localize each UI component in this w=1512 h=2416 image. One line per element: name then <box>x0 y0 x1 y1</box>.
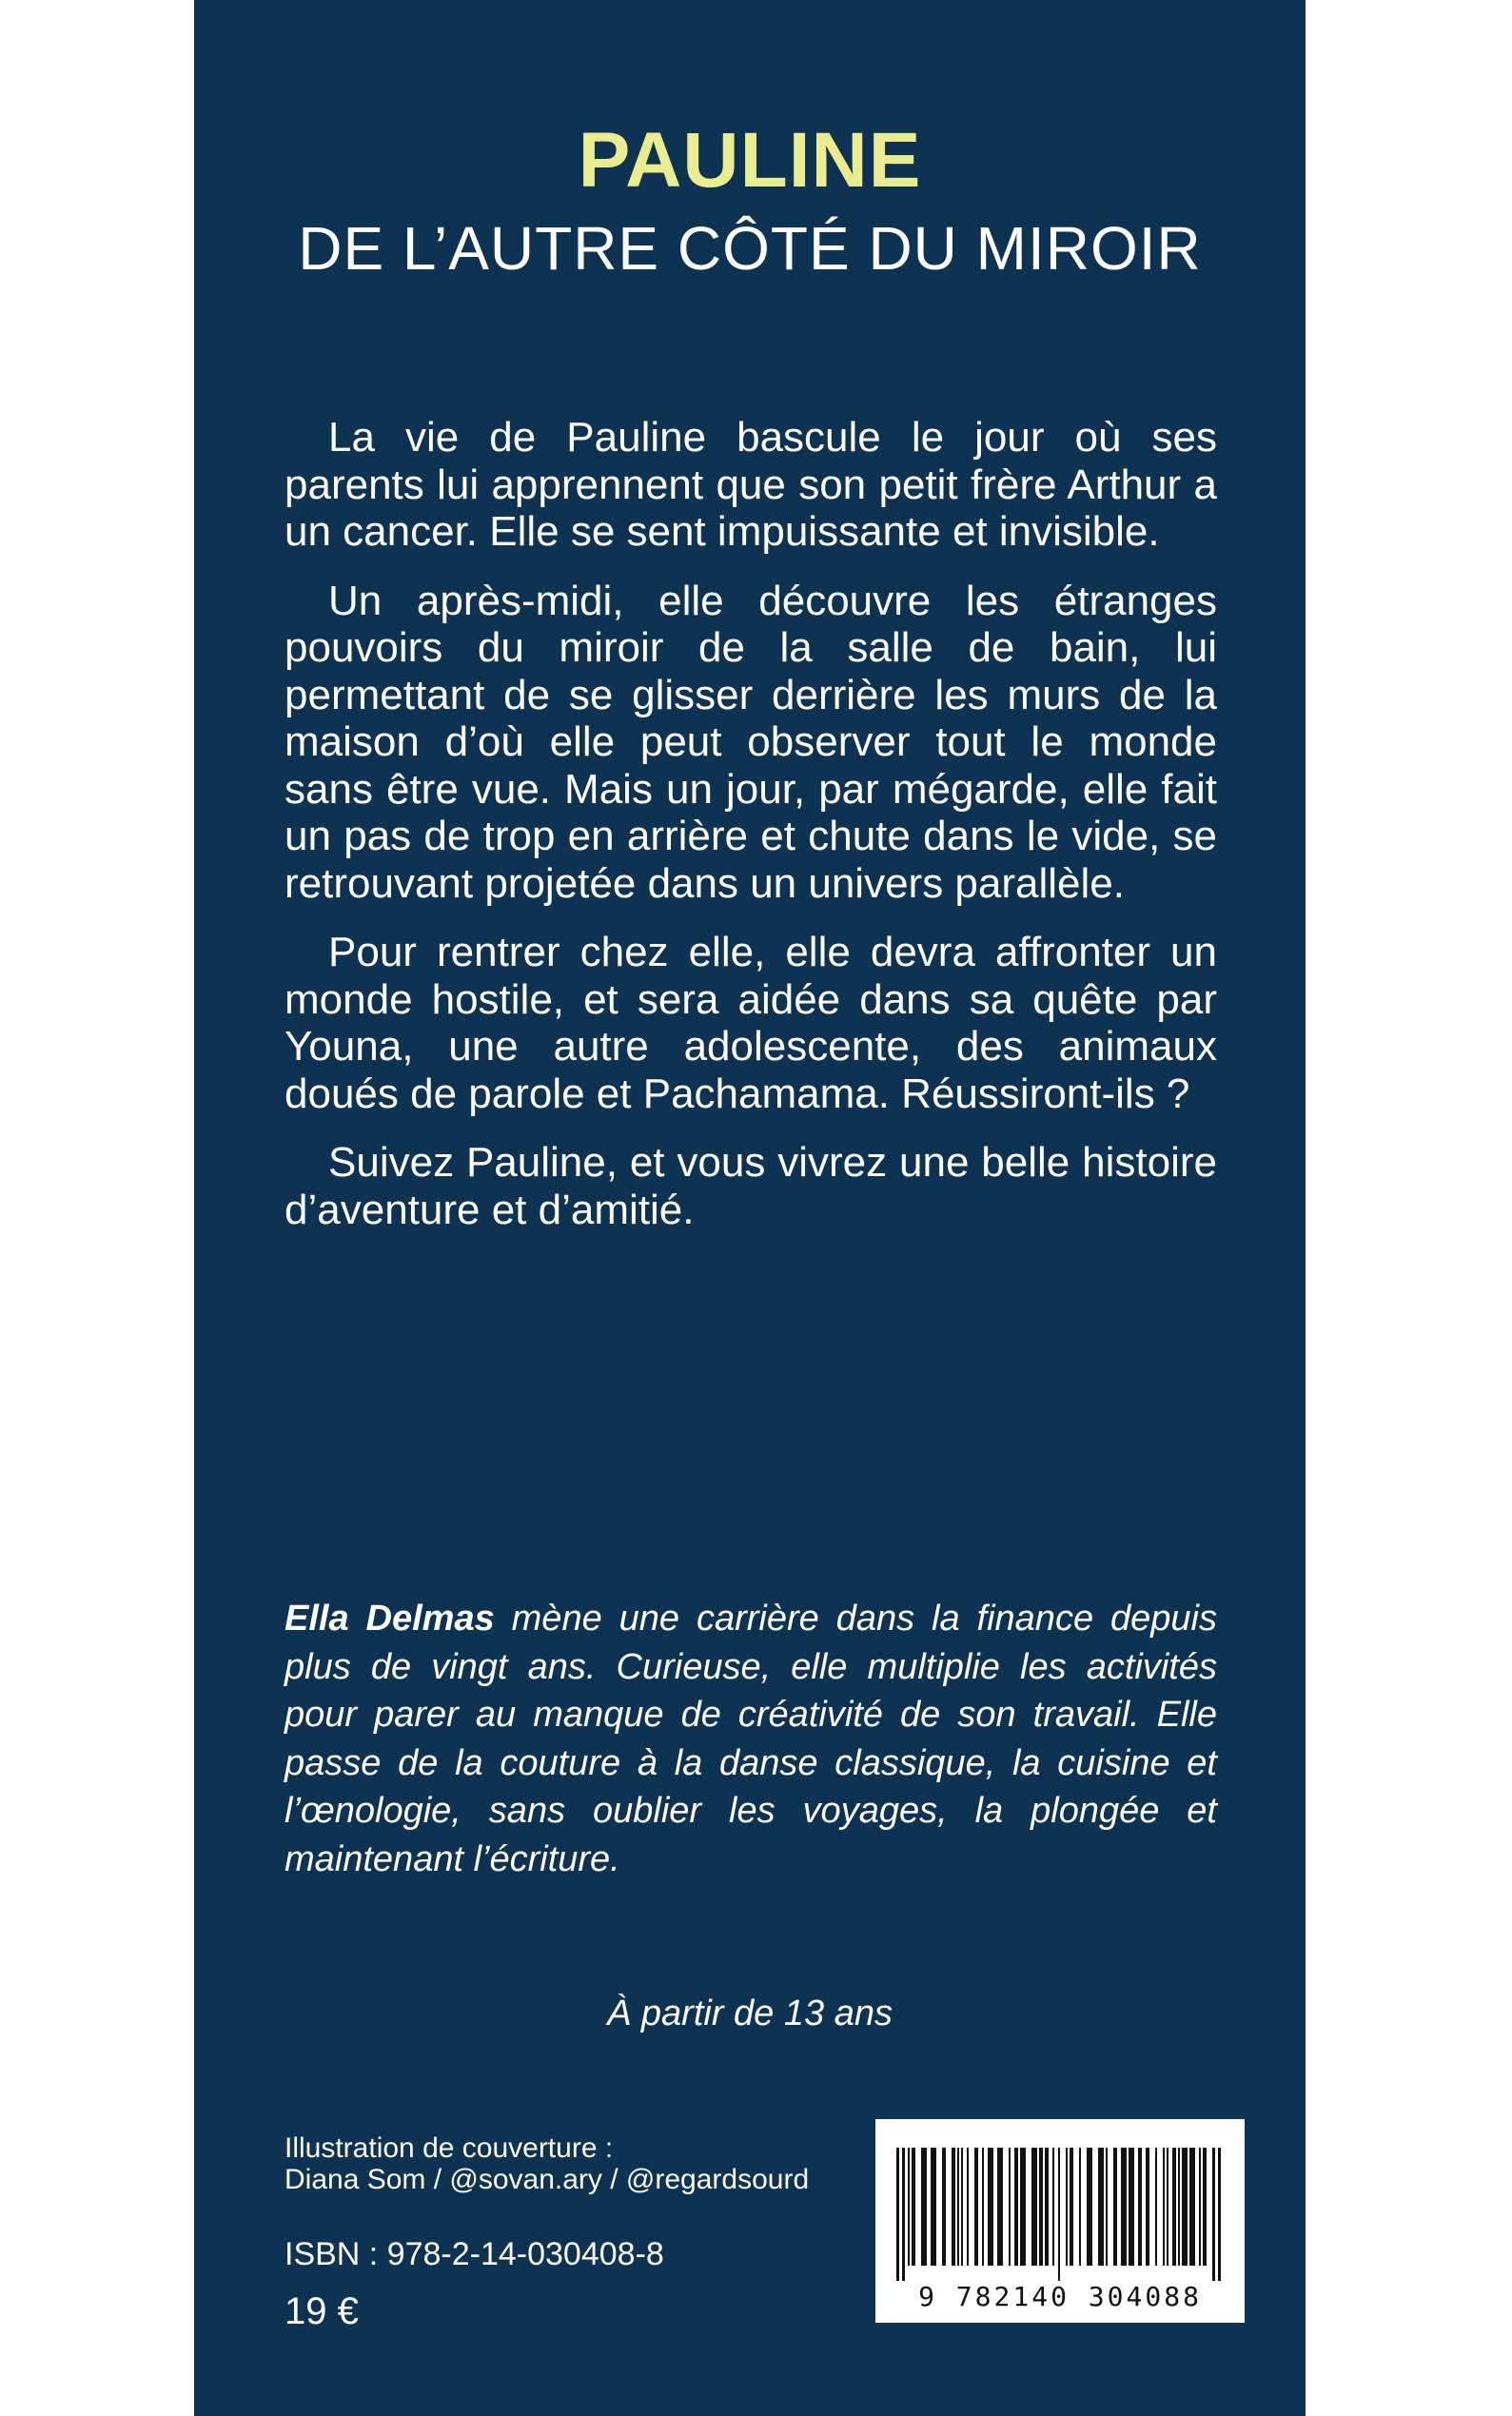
barcode-bar <box>1189 2148 1195 2266</box>
synopsis-paragraph: Un après-midi, elle découvre les étranges pouvoirs du miroir de la salle de bain, lui permettant de se glisser derrière les murs de la maison d’où elle peut observer tout le monde sans être vue. Mais un jour, par mégarde, elle fait un pas de trop en arrière et chute dans le vide, se retrouvant projetée dans un univers parallèle. <box>285 577 1217 907</box>
credits-label: Illustration de couverture : <box>285 2132 614 2164</box>
barcode-bar <box>1121 2148 1127 2266</box>
barcode-bar <box>1039 2148 1043 2266</box>
barcode-bar <box>1020 2148 1026 2266</box>
barcode-bar <box>1113 2148 1117 2266</box>
barcode-bar <box>1045 2148 1049 2266</box>
synopsis <box>285 414 1217 1255</box>
barcode-bar <box>908 2148 910 2266</box>
barcode-bar <box>931 2148 936 2266</box>
barcode-bar <box>1203 2148 1207 2266</box>
barcode-bar <box>952 2148 955 2266</box>
age-recommendation: À partir de 13 ans <box>607 1994 893 2033</box>
barcode-bar <box>1155 2148 1157 2266</box>
barcode-bar <box>1070 2148 1073 2266</box>
barcode-bar <box>1058 2148 1060 2281</box>
isbn: ISBN : 978-2-14-030408-8 <box>285 2236 664 2272</box>
barcode-bar <box>982 2148 984 2266</box>
synopsis-paragraph: Suivez Pauline, et vous vivrez une belle histoire d’aventure et d’amitié. <box>285 1139 1217 1233</box>
synopsis-paragraph: Pour rentrer chez elle, elle devra affronter un monde hostile, et sera aidée dans sa quête par Youna, une autre adolescente, des animaux doués de parole et Pachamama. Réussiront-ils ? <box>285 929 1217 1117</box>
barcode-bar <box>967 2148 969 2266</box>
barcode-bar <box>1167 2148 1168 2266</box>
barcode-bar <box>1212 2148 1215 2281</box>
barcode-bar <box>1218 2148 1221 2281</box>
barcode-bar <box>1098 2148 1104 2266</box>
barcode-bar <box>997 2148 1003 2266</box>
barcode-bar <box>1146 2148 1149 2266</box>
barcode-bar <box>896 2148 899 2281</box>
barcode-bar <box>1199 2148 1201 2266</box>
book-title: PAULINE <box>578 117 922 204</box>
barcode-bar <box>974 2148 978 2266</box>
barcode-bar <box>1066 2148 1068 2266</box>
price: 19 € <box>285 2290 359 2332</box>
synopsis-paragraph: La vie de Pauline bascule le jour où ses parents lui apprennent que son petit frère Arthur a un cancer. Elle se sent impuissante et invisible. <box>285 414 1217 555</box>
barcode-bar <box>912 2148 915 2266</box>
barcode-bar <box>988 2148 993 2266</box>
barcode-bar <box>961 2148 963 2266</box>
barcode-bar <box>1079 2148 1081 2266</box>
barcode-bar <box>1138 2148 1142 2266</box>
barcode-bar <box>1178 2148 1180 2266</box>
barcode-bar <box>1009 2148 1011 2266</box>
barcode-bar <box>1052 2148 1054 2266</box>
barcode-bar <box>902 2148 905 2281</box>
barcode-bar <box>1172 2148 1176 2266</box>
author-bio-text: mène une carrière dans la finance depuis plus de vingt ans. Curieuse, elle multiplie les activités pour parer au manque de créativité de son travail. Elle passe de la couture à la danse classique, la cuisine et l’œnologie, sans oublier les voyages, la plongée et maintenant l’écriture. <box>285 1599 1217 1879</box>
barcode-bar <box>921 2148 927 2266</box>
credits-names: Diana Som / @sovan.ary / @regardsourd <box>285 2164 810 2195</box>
back-cover <box>194 0 1306 2416</box>
barcode-bar <box>1087 2148 1092 2266</box>
barcode-bar <box>1031 2148 1037 2266</box>
barcode-bar <box>942 2148 946 2266</box>
barcode-bars <box>893 2148 1227 2281</box>
author-bio <box>285 1595 1217 1883</box>
barcode-bar <box>1014 2148 1018 2266</box>
author-name: Ella Delmas <box>285 1599 495 1639</box>
barcode-bar <box>957 2148 959 2266</box>
barcode-number: 9 782140 304088 <box>918 2281 1202 2312</box>
barcode-bar <box>1129 2148 1134 2266</box>
illustration-credits <box>285 2132 855 2195</box>
book-subtitle: DE L’AUTRE CÔTÉ DU MIROIR <box>298 214 1202 283</box>
barcode-bar <box>1106 2148 1108 2266</box>
barcode-bar <box>1163 2148 1165 2266</box>
barcode <box>875 2119 1245 2323</box>
barcode-bar <box>1182 2148 1188 2266</box>
